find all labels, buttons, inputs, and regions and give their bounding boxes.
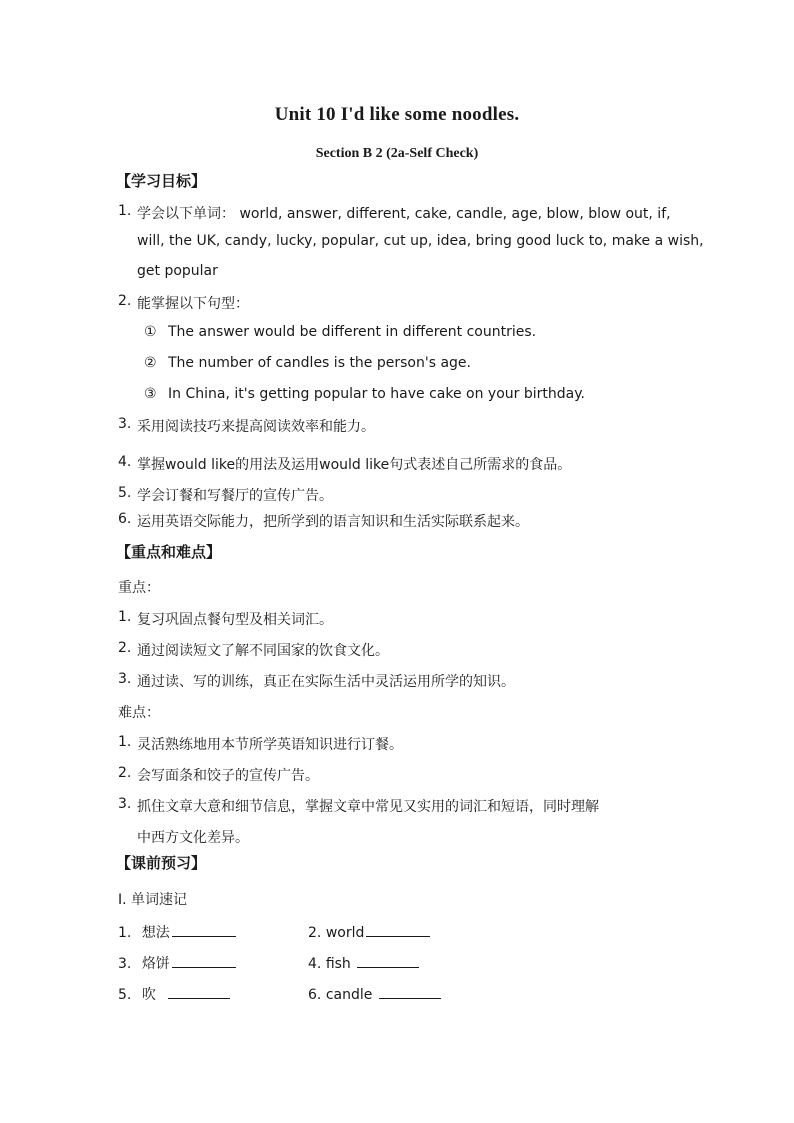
vocab-item: [308, 953, 419, 972]
vocab-item: [308, 984, 441, 1003]
objective-number: 3.: [118, 416, 132, 432]
focus-text: 通过阅读短文了解不同国家的饮食文化。: [137, 643, 389, 659]
objective-text: 运用英语交际能力，把所学到的语言知识和生活实际联系起来。: [137, 514, 529, 530]
vocab-word: candle: [325, 987, 373, 1003]
sentence-pattern: The answer would be different in different countries.: [168, 324, 537, 340]
section-subtitle: Section B 2 (2a-Self Check): [315, 146, 479, 161]
focus-label: 重点：: [118, 580, 160, 596]
difficulty-text: 会写面条和饺子的宣传广告。: [137, 768, 319, 784]
objective-number: 6.: [118, 511, 132, 527]
answer-blank[interactable]: [168, 984, 230, 999]
objective-text: 能掌握以下句型：: [137, 296, 249, 312]
difficulty-text: 灵活熟练地用本节所学英语知识进行订餐。: [137, 737, 403, 753]
objective-text-line: get popular: [137, 263, 218, 279]
focus-number: 1.: [118, 609, 132, 625]
vocab-item: [118, 984, 230, 1004]
vocab-item: [118, 922, 236, 942]
focus-text: 复习巩固点餐句型及相关词汇。: [137, 612, 333, 628]
preview-heading: 【课前预习】: [116, 854, 207, 872]
vocab-number: 6.: [308, 987, 322, 1003]
vocab-item: [308, 922, 430, 941]
sentence-pattern: The number of candles is the person's age.: [168, 355, 471, 371]
vocab-number: 2.: [308, 925, 322, 941]
objective-number: 1.: [118, 203, 132, 219]
difficulty-text-line: 抓住文章大意和细节信息，掌握文章中常见又实用的词汇和短语，同时理解: [137, 799, 599, 815]
vocab-word: 吹: [141, 987, 156, 1003]
answer-blank[interactable]: [379, 984, 441, 999]
difficulty-text-line: 中西方文化差异。: [137, 830, 249, 846]
vocab-word: world: [325, 925, 365, 941]
vocab-number: 4.: [308, 956, 322, 972]
focus-number: 2.: [118, 640, 132, 656]
difficulty-number: 3.: [118, 796, 132, 812]
vocab-number: 5.: [118, 987, 132, 1003]
focus-text: 通过读、写的训练，真正在实际生活中灵活运用所学的知识。: [137, 674, 515, 690]
vocab-number: 3.: [118, 956, 132, 972]
sentence-marker: ③: [144, 386, 157, 402]
vocab-number: 1.: [118, 925, 132, 941]
objective-text: 采用阅读技巧来提高阅读效率和能力。: [137, 419, 375, 435]
sentence-pattern: In China, it's getting popular to have cake on your birthday.: [168, 386, 585, 402]
difficulty-number: 2.: [118, 765, 132, 781]
page-title: Unit 10 I'd like some noodles.: [274, 104, 520, 125]
objective-text: 学会订餐和写餐厅的宣传广告。: [137, 488, 333, 504]
objective-text-line: will, the UK, candy, lucky, popular, cut up, idea, bring good luck to, make a wish,: [137, 233, 704, 249]
focus-number: 3.: [118, 671, 132, 687]
sentence-marker: ②: [144, 355, 157, 371]
vocab-section-label: I. 单词速记: [118, 892, 188, 908]
objective-number: 2.: [118, 293, 132, 309]
vocab-item: [118, 953, 236, 973]
answer-blank[interactable]: [366, 922, 430, 937]
difficulty-label: 难点：: [118, 705, 160, 721]
objective-text: 掌握would like的用法及运用would like句式表述自己所需求的食品。: [137, 457, 572, 473]
key-points-heading: 【重点和难点】: [116, 543, 222, 561]
objectives-heading: 【学习目标】: [116, 172, 207, 190]
objective-text-line: 学会以下单词： world, answer, different, cake, candle, age, blow, blow out, if,: [137, 206, 671, 222]
answer-blank[interactable]: [172, 953, 236, 968]
sentence-marker: ①: [144, 324, 157, 340]
objective-number: 5.: [118, 485, 132, 501]
difficulty-number: 1.: [118, 734, 132, 750]
vocab-word: fish: [325, 956, 351, 972]
objective-number: 4.: [118, 454, 132, 470]
answer-blank[interactable]: [357, 953, 419, 968]
vocab-word: 想法: [141, 925, 170, 941]
vocab-word: 烙饼: [141, 956, 170, 972]
answer-blank[interactable]: [172, 922, 236, 937]
